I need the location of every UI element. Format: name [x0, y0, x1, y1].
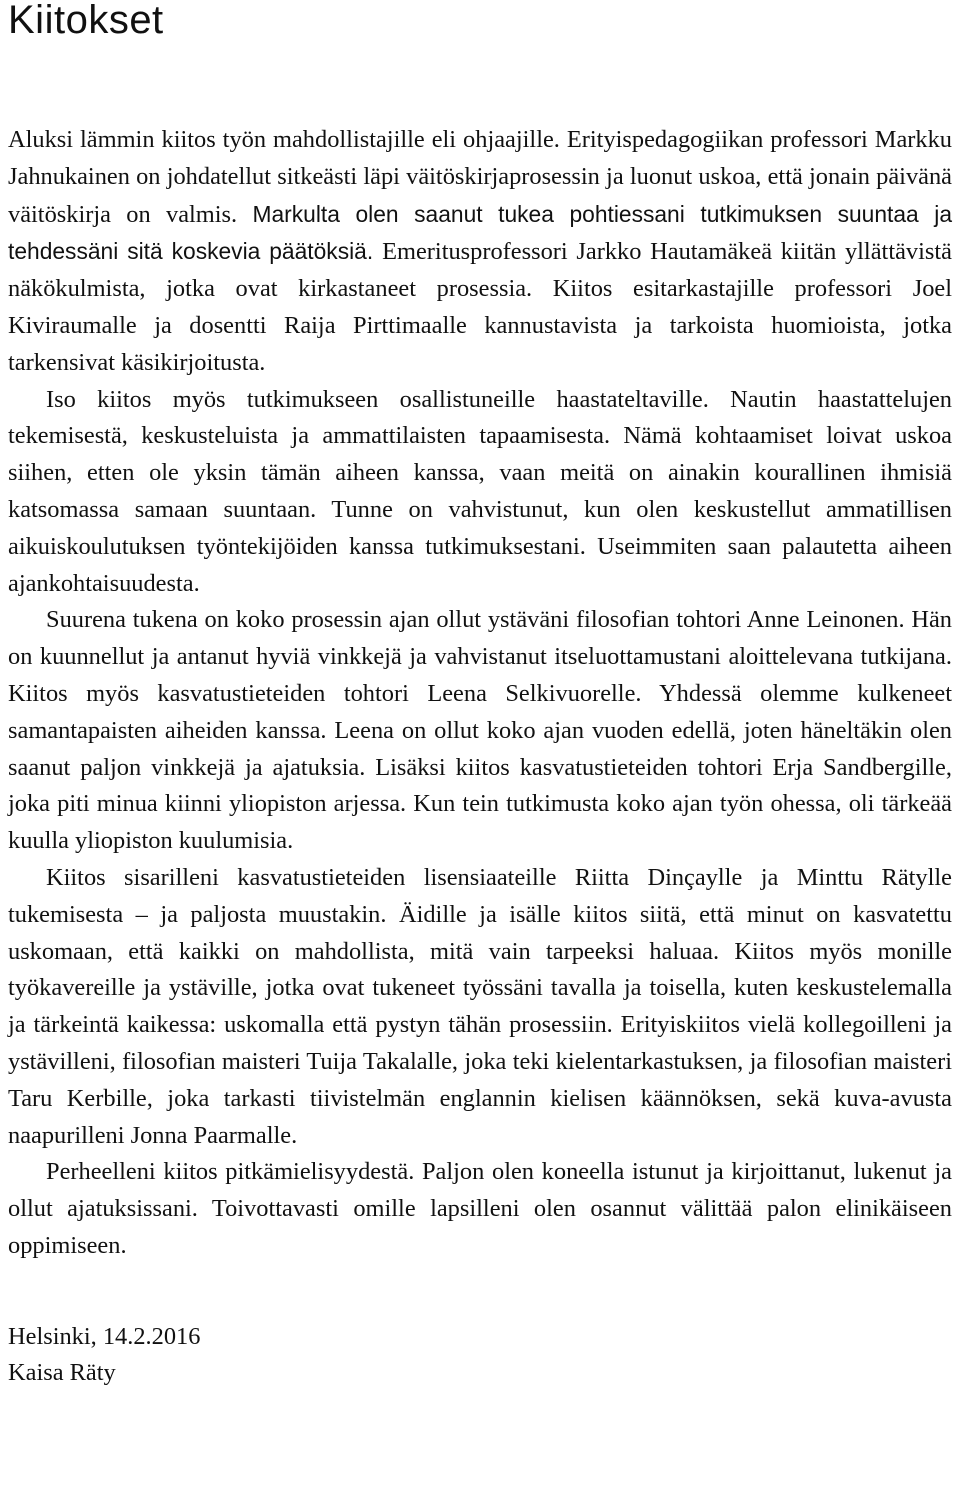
text-run: Perheelleni kiitos pitkämielisyydestä. Paljon olen koneella istunut ja kirjoittanut, lukenut ja ollut ajatuksissani. Toivottavasti omille lapsilleni olen osannut välittää palon elinikäiseen oppimiseen. — [8, 1158, 952, 1259]
text-run: Markulta olen saanut tukea pohtiessani tutkimuksen suuntaa ja tehdessäni sitä koskevia päätöksiä. — [8, 200, 952, 265]
text-run: Iso kiitos myös tutkimukseen osallistuneille haastateltaville. Nautin haastattelujen tekemisestä, keskusteluista ja ammattilaisten tapaamisesta. Nämä kohtaamiset loivat uskoa siihen, etten ole yksin tämän aiheen kanssa, vaan meitä on ainakin kourallinen ihmisiä katsomassa samaan suuntaan. Tunne on vahvistunut, kun olen keskustellut ammatillisen aikuiskoulutuksen työntekijöiden kanssa tutkimuksestani. Useimmiten saan palautetta aiheen ajankohtaisuudesta. — [8, 385, 952, 597]
paragraph-4 — [8, 860, 952, 1154]
page-title: Kiitokset — [8, 0, 164, 42]
paragraph-3 — [8, 602, 952, 860]
paragraph-5 — [8, 1154, 952, 1264]
text-run: Emeritusprofessori Jarkko Hautamäkeä kiitän yllättävistä näkökulmista, jotka ovat kirkastaneet prosessia. Kiitos esitarkastajille professori Joel Kiviraumalle ja dosentti Raija Pirttimaalle kannustavista ja tarkoista huomioista, jotka tarkensivat käsikirjoitusta. — [8, 238, 952, 376]
signature-block — [8, 1319, 952, 1391]
acknowledgements-body — [8, 122, 952, 1265]
text-run: Suurena tukena on koko prosessin ajan ollut ystäväni filosofian tohtori Anne Leinonen. Hän on kuunnellut ja antanut hyviä vinkkejä ja vahvistanut itseluottamustani aloittelevana tutkijana. Kiitos myös kasvatustieteiden tohtori Leena Selkivuorelle. Yhdessä olemme kulkeneet samantapaisten aiheiden kanssa. Leena on ollut koko ajan vuoden edellä, joten häneltäkin olen saanut paljon vinkkejä ja ajatuksia. Lisäksi kiitos kasvatustieteiden tohtori Erja Sandbergille, joka piti minua kiinni yliopiston arjessa. Kun tein tutkimusta koko ajan työn ohessa, oli tärkeää kuulla yliopiston kuulumisia. — [8, 606, 952, 855]
document-page — [8, 0, 952, 1391]
signature-place-date: Helsinki, 14.2.2016 — [8, 1322, 201, 1350]
text-run: Aluksi lämmin kiitos työn mahdollistajille eli ohjaajille. Erityispedagogiikan professori Markku Jahnukainen on johdatellut sitkeästi läpi väitöskirjaprosessin ja luonut uskoa, että jonain päivänä väitöskirja on valmis. — [8, 126, 952, 228]
signature-name: Kaisa Räty — [8, 1358, 116, 1386]
paragraph-2 — [8, 382, 952, 603]
paragraph-1 — [8, 122, 952, 382]
text-run: Kiitos sisarilleni kasvatustieteiden lisensiaateille Riitta Dinçaylle ja Minttu Rätylle tukemisesta – ja paljosta muustakin. Äidille ja isälle kiitos siitä, että minut on kasvatettu uskomaan, että kaikki on mahdollista, mitä vain tarpeeksi haluaa. Kiitos myös monille työkavereille ja ystäville, jotka ovat tukeneet työssäni tavalla ja toisella, kuten keskustelemalla ja tärkeintä kaikessa: uskomalla että pystyn tähän prosessiin. Erityiskiitos vielä kollegoilleni ja ystävilleni, filosofian maisteri Tuija Takalalle, joka teki kielentarkastuksen, ja filosofian maisteri Taru Kerbille, joka tarkasti tiivistelmän englannin kielisen käännöksen, sekä kuva-avusta naapurilleni Jonna Paarmalle. — [8, 863, 952, 1149]
